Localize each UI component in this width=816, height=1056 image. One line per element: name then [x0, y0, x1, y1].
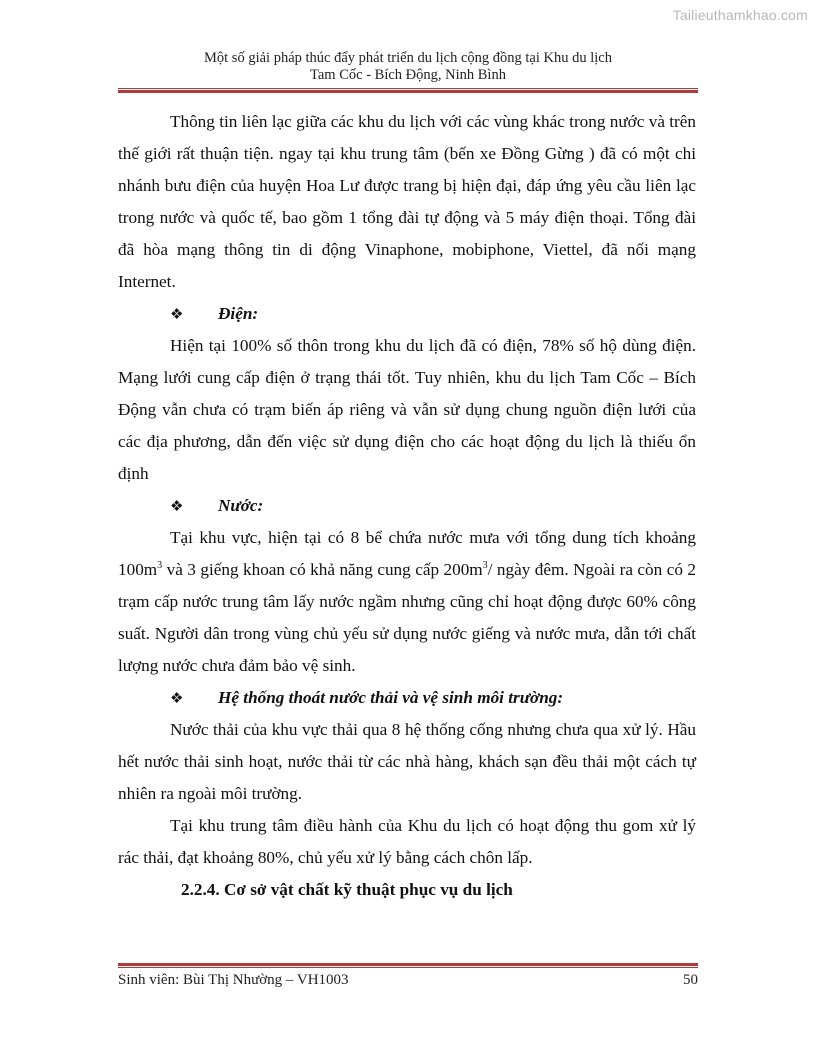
diamond-bullet-icon: ❖	[170, 689, 184, 707]
footer-author: Sinh viên: Bùi Thị Nhường – VH1003	[118, 972, 349, 988]
water-text-3: / ngày đêm. Ngoài ra còn có 2 trạm cấp nước trung tâm lấy nước ngầm nhưng cũng chỉ hoạt động được 60% công suất. Người dân trong vùng chủ yếu sử dụng nước giếng và nước mưa, dẫn tới chất lượng nước chưa đảm bảo vệ sinh.	[118, 560, 696, 675]
diamond-bullet-icon: ❖	[170, 305, 184, 323]
paragraph-electricity: Hiện tại 100% số thôn trong khu du lịch đã có điện, 78% số hộ dùng điện. Mạng lưới cung cấp điện ở trạng thái tốt. Tuy nhiên, khu du lịch Tam Cốc – Bích Động vẫn chưa có trạm biến áp riêng và vẫn sử dụng chung nguồn điện lưới của các địa phương, dẫn đến việc sử dụng điện cho các hoạt động du lịch là thiếu ổn định	[118, 336, 696, 483]
section-title: 2.2.4. Cơ sở vật chất kỹ thuật phục vụ du lịch	[181, 880, 513, 899]
footer-rule-thin	[118, 967, 698, 968]
paragraph-waste: Tại khu trung tâm điều hành của Khu du lịch có hoạt động thu gom xử lý rác thải, đạt khoảng 80%, chủ yếu xử lý bằng cách chôn lấp.	[118, 816, 696, 867]
paragraph-water	[118, 522, 696, 682]
diamond-bullet-icon: ❖	[170, 497, 184, 515]
watermark: Tailieuthamkhao.com	[672, 7, 808, 23]
header-line-1: Một số giải pháp thúc đẩy phát triển du lịch cộng đồng tại Khu du lịch	[204, 50, 612, 66]
heading-water	[118, 490, 696, 522]
heading-electricity	[118, 298, 696, 330]
header-rule-thick	[118, 90, 698, 93]
footer-rule	[118, 963, 698, 968]
running-footer	[118, 972, 698, 989]
header-rule-thin	[118, 88, 698, 89]
header-rule	[118, 88, 698, 93]
paragraph-drainage: Nước thải của khu vực thải qua 8 hệ thống cống nhưng chưa qua xử lý. Hầu hết nước thải sinh hoạt, nước thải từ các nhà hàng, khách sạn đều thải một cách tự nhiên ra ngoài môi trường.	[118, 720, 696, 803]
water-text-2: và 3 giếng khoan có khả năng cung cấp 200m	[162, 560, 483, 579]
page-number: 50	[683, 972, 698, 988]
heading-water-label: Nước:	[218, 496, 264, 515]
page-body	[118, 106, 696, 906]
heading-drainage	[118, 682, 696, 714]
paragraph-communication: Thông tin liên lạc giữa các khu du lịch với các vùng khác trong nước và trên thế giới rất thuận tiện. ngay tại khu trung tâm (bến xe Đồng Gừng ) đã có một chi nhánh bưu điện của huyện Hoa Lư được trang bị hiện đại, đáp ứng yêu cầu liên lạc trong nước và quốc tế, bao gồm 1 tổng đài tự động và 5 máy điện thoại. Tổng đài đã hòa mạng thông tin di động Vinaphone, mobiphone, Viettel, đã nối mạng Internet.	[118, 112, 696, 291]
footer-rule-thick	[118, 963, 698, 966]
water-superscript-2: 3	[482, 560, 488, 571]
heading-electricity-label: Điện:	[218, 304, 259, 323]
running-header	[118, 50, 698, 84]
water-text-1: Tại khu vực, hiện tại có 8 bể chứa nước mưa với tổng dung tích khoảng 100m	[118, 528, 696, 579]
header-line-2: Tam Cốc - Bích Động, Ninh Bình	[310, 67, 506, 83]
water-superscript-1: 3	[157, 560, 163, 571]
heading-drainage-label: Hệ thống thoát nước thải và vệ sinh môi trường:	[218, 688, 564, 707]
